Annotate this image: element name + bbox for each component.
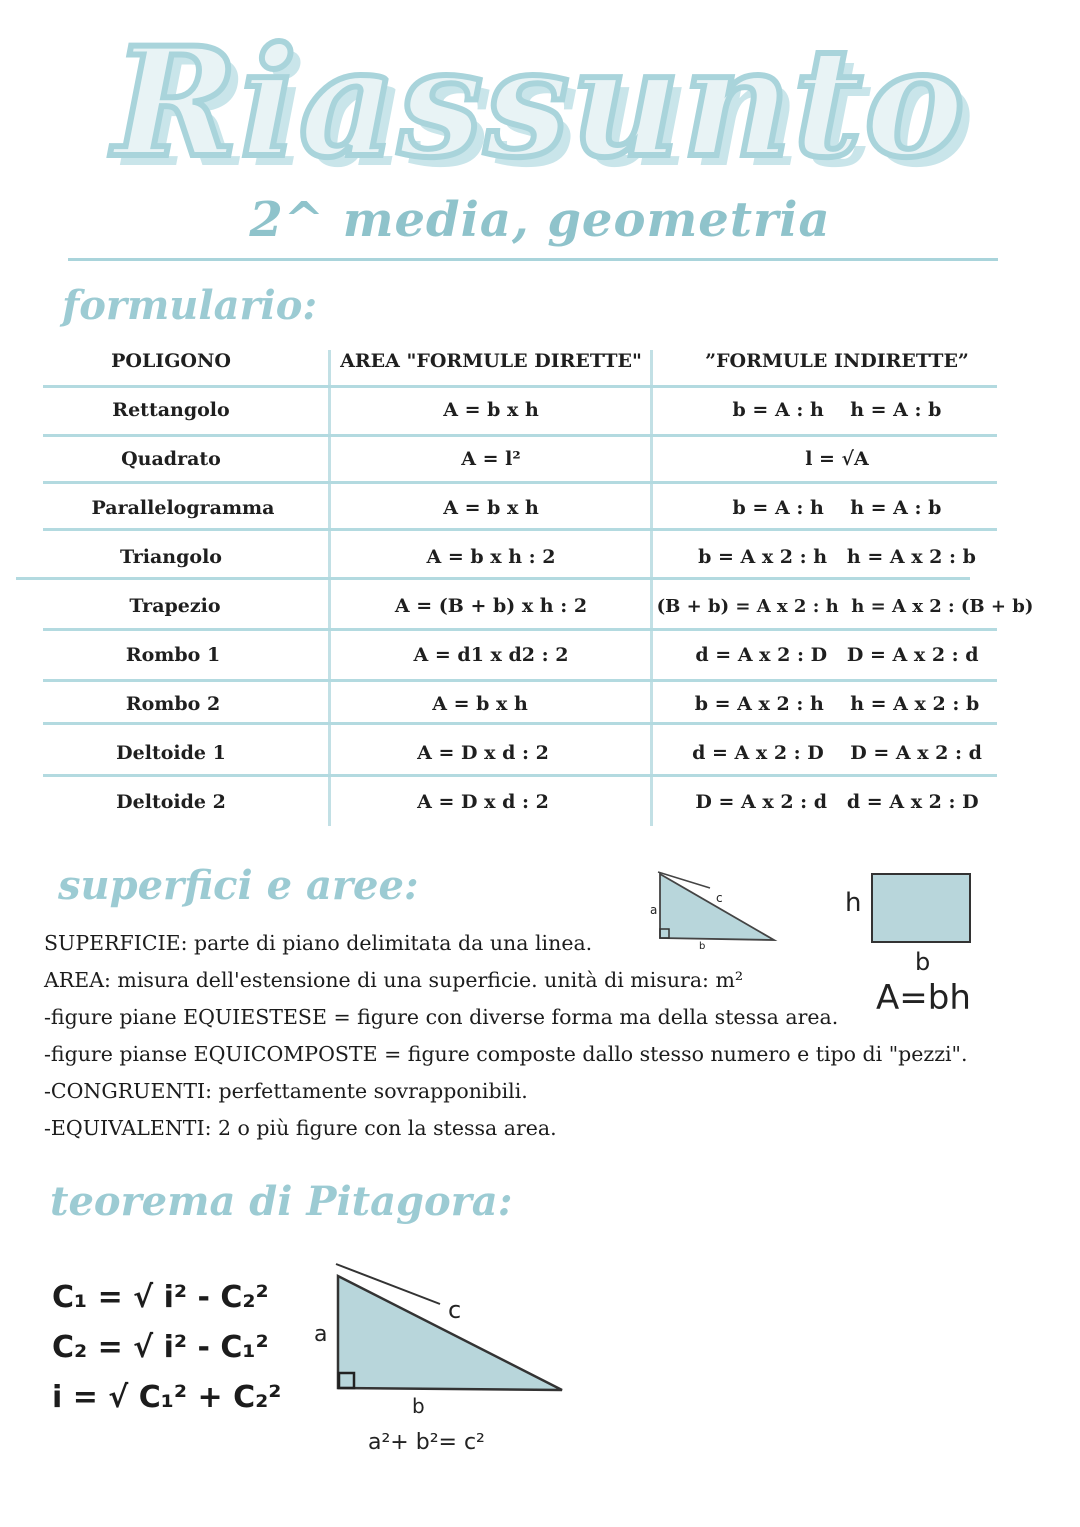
table-divider bbox=[16, 577, 970, 580]
definition-line: -figure pianse EQUICOMPOSTE = figure composte dallo stesso numero e tipo di "pezzi". bbox=[44, 1042, 968, 1066]
page-title: Riassunto bbox=[113, 15, 967, 191]
table-divider bbox=[43, 722, 997, 725]
direct-formula: A = D x d : 2 bbox=[417, 742, 549, 764]
rectangle-area-formula: A=bh bbox=[876, 978, 971, 1018]
definition-line: -CONGRUENTI: perfettamente sovrapponibili. bbox=[44, 1079, 528, 1103]
polygon-name: Quadrato bbox=[121, 448, 221, 470]
definition-line: AREA: misura dell'estensione di una superficie. unità di misura: m² bbox=[44, 968, 744, 992]
table-divider bbox=[650, 350, 653, 826]
indirect-formula: b = A x 2 : h h = A x 2 : b bbox=[694, 693, 980, 715]
polygon-name: Rombo 2 bbox=[125, 693, 221, 715]
polygon-name: Trapezio bbox=[129, 595, 221, 617]
pitagora-triangle-figure bbox=[330, 1258, 580, 1398]
indirect-formula: b = A : h h = A : b bbox=[732, 497, 942, 519]
table-divider bbox=[43, 679, 997, 682]
table-row bbox=[43, 631, 997, 680]
pitagora-formula-c2: C₂ = √ i² - C₁² bbox=[52, 1330, 269, 1365]
table-row bbox=[43, 582, 1034, 631]
polygon-name: Deltoide 2 bbox=[116, 791, 226, 813]
table-row bbox=[43, 386, 997, 435]
table-divider bbox=[43, 434, 997, 437]
definition-line: SUPERFICIE: parte di piano delimitata da una linea. bbox=[44, 931, 593, 955]
table-header-row bbox=[43, 337, 997, 386]
polygon-name: Triangolo bbox=[120, 546, 222, 568]
superfici-heading: superfici e aree: bbox=[58, 862, 419, 909]
page-subtitle: 2^ media, geometria bbox=[249, 192, 831, 248]
pitagora-formula-i: i = √ C₁² + C₂² bbox=[52, 1380, 282, 1415]
indirect-formula: (B + b) = A x 2 : h h = A x 2 : (B + b) bbox=[656, 596, 1034, 617]
table-row bbox=[43, 533, 997, 582]
indirect-formula: l = √A bbox=[805, 448, 869, 470]
direct-formula: A = b x h : 2 bbox=[426, 546, 556, 568]
direct-formula: A = (B + b) x h : 2 bbox=[394, 595, 588, 617]
column-header-polygon: POLIGONO bbox=[111, 350, 231, 372]
small-triangle-label-a: a bbox=[650, 903, 658, 917]
indirect-formula: b = A : h h = A : b bbox=[732, 399, 942, 421]
pitagora-triangle-label-c: c bbox=[448, 1296, 462, 1324]
pitagora-heading: teorema di Pitagora: bbox=[50, 1178, 513, 1225]
small-triangle-label-b: b bbox=[699, 941, 706, 952]
title-underline bbox=[68, 258, 998, 261]
formulario-heading: formulario: bbox=[62, 282, 318, 329]
small-triangle-figure bbox=[650, 866, 790, 956]
table-divider bbox=[43, 385, 997, 388]
small-triangle-label-c: c bbox=[716, 891, 723, 905]
direct-formula: A = D x d : 2 bbox=[417, 791, 549, 813]
direct-formula: A = b x h bbox=[443, 497, 539, 519]
table-divider bbox=[43, 528, 997, 531]
polygon-name: Rombo 1 bbox=[125, 644, 221, 666]
direct-formula: A = b x h bbox=[443, 399, 539, 421]
table-divider bbox=[43, 774, 997, 777]
table-row bbox=[43, 484, 997, 533]
indirect-formula: D = A x 2 : d d = A x 2 : D bbox=[695, 791, 979, 813]
rectangle-label-h: h bbox=[845, 888, 862, 918]
indirect-formula: b = A x 2 : h h = A x 2 : b bbox=[698, 546, 976, 568]
table-row bbox=[43, 778, 997, 827]
indirect-formula: d = A x 2 : D D = A x 2 : d bbox=[692, 742, 982, 764]
pitagora-equation: a²+ b²= c² bbox=[368, 1430, 485, 1455]
column-header-direct: AREA "FORMULE DIRETTE" bbox=[340, 350, 642, 372]
indirect-formula: d = A x 2 : D D = A x 2 : d bbox=[695, 644, 979, 666]
polygon-name: Deltoide 1 bbox=[116, 742, 226, 764]
rectangle-figure bbox=[871, 873, 971, 943]
table-row bbox=[43, 729, 997, 778]
direct-formula: A = d1 x d2 : 2 bbox=[413, 644, 569, 666]
pitagora-triangle-label-b: b bbox=[412, 1394, 425, 1418]
direct-formula: A = b x h bbox=[432, 693, 528, 715]
table-divider bbox=[328, 350, 331, 826]
rectangle-label-b: b bbox=[915, 948, 931, 976]
pitagora-triangle-label-a: a bbox=[314, 1322, 328, 1347]
table-row bbox=[43, 435, 997, 484]
pitagora-formula-c1: C₁ = √ i² - C₂² bbox=[52, 1280, 269, 1315]
definition-line: -EQUIVALENTI: 2 o più figure con la stessa area. bbox=[44, 1116, 557, 1140]
column-header-indirect: ”FORMULE INDIRETTE” bbox=[705, 350, 969, 372]
table-divider bbox=[43, 628, 997, 631]
polygon-name: Rettangolo bbox=[112, 399, 230, 421]
direct-formula: A = l² bbox=[461, 448, 521, 470]
table-divider bbox=[43, 481, 997, 484]
polygon-name: Parallelogramma bbox=[91, 497, 275, 519]
definition-line: -figure piane EQUIESTESE = figure con diverse forma ma della stessa area. bbox=[44, 1005, 839, 1029]
